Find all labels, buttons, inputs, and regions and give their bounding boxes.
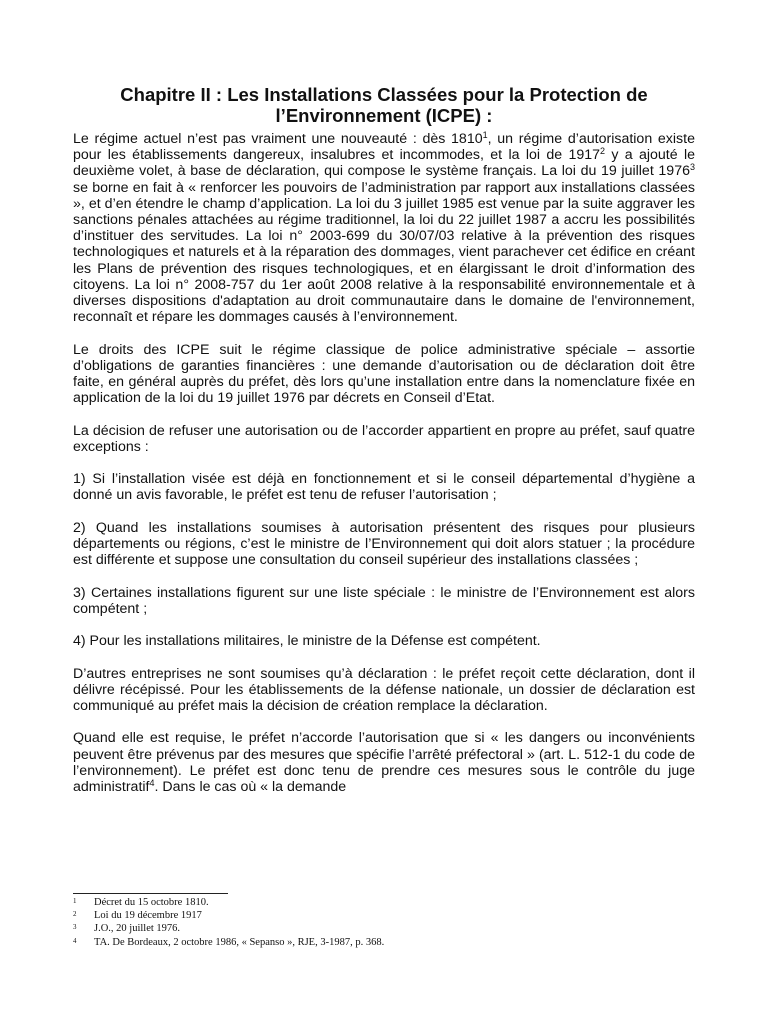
footnote-number: 4 [73, 936, 77, 945]
footnote-reference: 3 [689, 162, 695, 173]
footnotes [73, 896, 695, 949]
body-text [73, 131, 695, 795]
body-paragraph [73, 666, 695, 715]
footnote-separator [73, 893, 228, 894]
body-paragraph [73, 730, 695, 795]
body-paragraph [73, 342, 695, 407]
paragraph-text: se borne en fait à « renforcer les pouvoirs de l’administration par rapport aux installations classées », et d’en étendre le champ d’application. La loi du 3 juillet 1985 est venue par la suite aggraver les sanctions pénales attachées au régime traditionnel, la loi du 22 juillet 1987 a accru les possibilités d’instituer des servitudes. La loi n° 2003-699 du 30/07/03 relative à la prévention des risques technologiques et naturels et à la réparation des dommages, vient parachever cet édifice en créant les Plans de prévention des risques technologiques, et en élargissant le droit d’information des citoyens. La loi n° 2008-757 du 1er août 2008 relative à la responsabilité environnementale et à diverses dispositions d'adaptation au droit communautaire dans le domaine de l'environnement, reconnaît et répare les dommages causés à l’environnement. [73, 179, 695, 326]
body-paragraph [73, 471, 695, 503]
paragraph-text: . Dans le cas où « la demande [154, 779, 347, 795]
footnote-text: J.O., 20 juillet 1976. [94, 923, 181, 935]
paragraph-text: La décision de refuser une autorisation ou de l’accorder appartient en propre au préfet, sauf quatre exceptions : [73, 422, 695, 455]
footnote-text: TA. De Bordeaux, 2 octobre 1986, « Sepanso », RJE, 3-1987, p. 368. [94, 936, 385, 948]
paragraph-text: Le droits des ICPE suit le régime classique de police administrative spéciale – assortie d’obligations de garanties financières : une demande d’autorisation ou de déclaration doit être faite, en général auprès du préfet, dès lors qu’une installation entre dans la nomenclature fixée en application de la loi du 19 juillet 1976 par décrets en Conseil d’Etat. [73, 341, 695, 407]
footnote-number: 1 [73, 897, 77, 905]
footnote-text: Loi du 19 décembre 1917 [94, 910, 202, 922]
footnote-number: 2 [73, 910, 77, 919]
paragraph-text: 2) Quand les installations soumises à autorisation présentent des risques pour plusieurs départements ou régions, c’est le ministre de l’Environnement qui doit alors statuer ; la procédure est différente et suppose une consultation du conseil supérieur des installations classées ; [73, 519, 695, 569]
paragraph-text: 1) Si l’installation visée est déjà en fonctionnement et si le conseil départemental d’hygiène a donné un avis favorable, le préfet est tenu de refuser l’autorisation ; [73, 471, 695, 504]
paragraph-text: Quand elle est requise, le préfet n’accorde l’autorisation que si « les dangers ou inconvénients peuvent être prévenus par des mesures que spécifie l’arrêté préfectoral » (art. L. 512-1 du code de l’environnement). Le préfet est donc tenu de prendre ces mesures sous le contrôle du juge administratif [73, 730, 695, 795]
footnote-number: 3 [73, 923, 77, 932]
body-paragraph [73, 520, 695, 569]
footnote-reference: 2 [600, 146, 606, 157]
footnote [73, 896, 695, 909]
paragraph-text: , un régime d’autorisation existe pour les établissements dangereux, insalubres et incommodes, et la loi de 1917 [73, 131, 695, 164]
footnote [73, 909, 695, 922]
body-paragraph [73, 423, 695, 455]
footnote [73, 936, 695, 949]
body-paragraph [73, 131, 695, 325]
footnote-reference: 1 [482, 130, 488, 140]
paragraph-text: 3) Certaines installations figurent sur une liste spéciale : le ministre de l’Environnement est alors compétent ; [73, 584, 695, 617]
footnote [73, 922, 695, 935]
footnote-text: Décret du 15 octobre 1810. [94, 897, 209, 908]
document-page [73, 0, 695, 1024]
paragraph-text: Le régime actuel n’est pas vraiment une nouveauté : dès 1810 [73, 131, 483, 147]
body-paragraph [73, 633, 695, 649]
paragraph-text: y a ajouté le deuxième volet, à base de déclaration, qui compose le système français. La loi du 19 juillet 1976 [73, 147, 696, 180]
footnote-reference: 4 [149, 778, 155, 788]
paragraph-text: 4) Pour les installations militaires, le ministre de la Défense est compétent. [73, 633, 541, 650]
chapter-title: Chapitre II : Les Installations Classées pour la Protection de l’Environnement (ICPE) : [120, 84, 648, 126]
body-paragraph [73, 585, 695, 617]
paragraph-text: D’autres entreprises ne sont soumises qu’à déclaration : le préfet reçoit cette déclaration, dont il délivre récépissé. Pour les établissements de la défense nationale, un dossier de déclaration est communiqué au préfet mais la décision de création remplace la déclaration. [73, 665, 695, 714]
